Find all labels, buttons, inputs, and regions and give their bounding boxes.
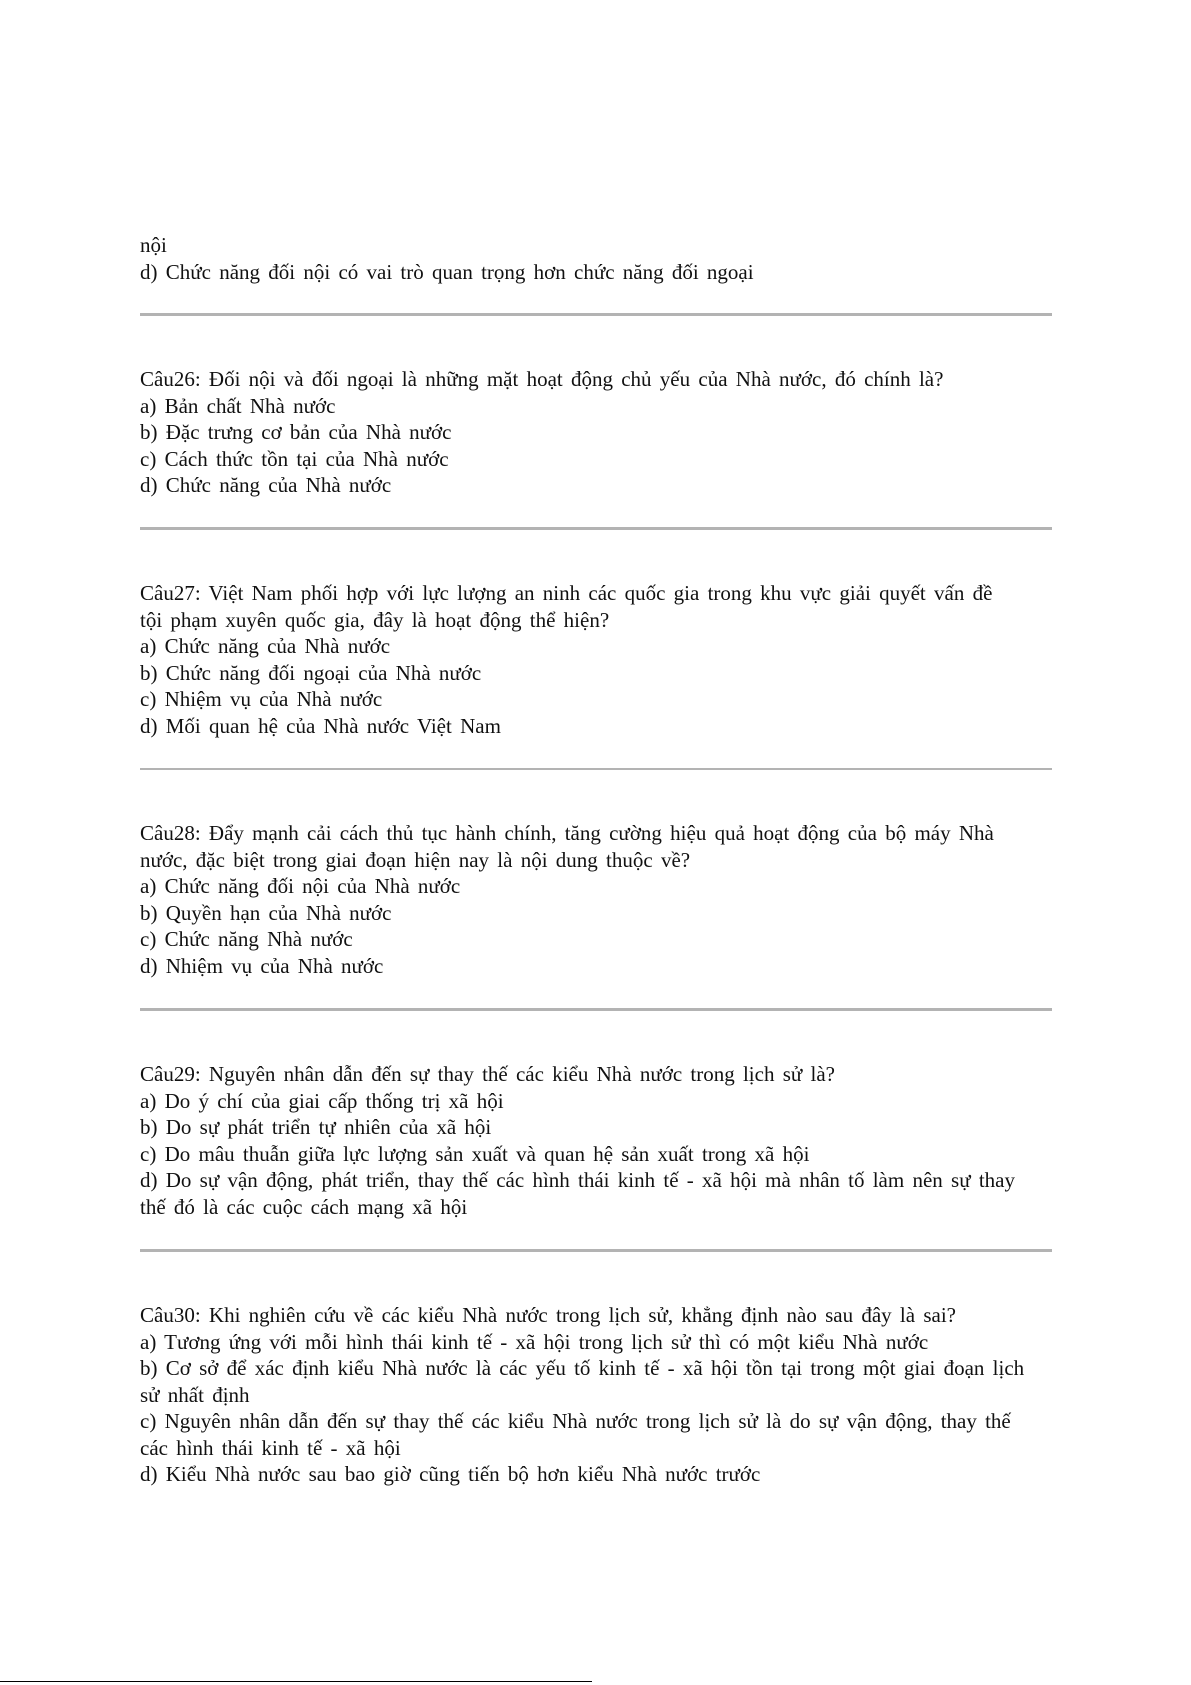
answer-option: b) Chức năng đối ngoại của Nhà nước <box>140 660 482 685</box>
question-line: tội phạm xuyên quốc gia, đây là hoạt động thể hiện? <box>140 607 610 632</box>
answer-option: các hình thái kinh tế - xã hội <box>140 1435 401 1460</box>
divider-rule <box>140 527 1052 530</box>
question-30 <box>140 1302 1024 1488</box>
answer-option: c) Cách thức tồn tại của Nhà nước <box>140 446 449 471</box>
question-line: Câu27: Việt Nam phối hợp với lực lượng an ninh các quốc gia trong khu vực giải quyết vấn đề <box>140 581 993 605</box>
question-27 <box>140 580 992 739</box>
divider <box>140 1008 1052 1011</box>
question-line: Câu29: Nguyên nhân dẫn đến sự thay thế các kiểu Nhà nước trong lịch sử là? <box>140 1062 835 1086</box>
answer-option: c) Nhiệm vụ của Nhà nước <box>140 687 383 711</box>
question-29 <box>140 1061 1015 1220</box>
answer-option: a) Chức năng đối nội của Nhà nước <box>140 874 461 898</box>
question-26 <box>140 366 943 499</box>
answer-option: c) Do mâu thuẫn giữa lực lượng sản xuất và quan hệ sản xuất trong xã hội <box>140 1141 810 1166</box>
answer-option: a) Do ý chí của giai cấp thống trị xã hội <box>140 1088 504 1113</box>
carryover-block <box>140 232 754 285</box>
question-28 <box>140 820 994 979</box>
answer-option: sử nhất định <box>140 1382 250 1407</box>
question-line: Câu28: Đẩy mạnh cải cách thủ tục hành chính, tăng cường hiệu quả hoạt động của bộ máy Nhà <box>140 821 994 845</box>
answer-option: b) Quyền hạn của Nhà nước <box>140 900 392 925</box>
answer-option: b) Đặc trưng cơ bản của Nhà nước <box>140 420 452 444</box>
answer-option: c) Nguyên nhân dẫn đến sự thay thế các kiểu Nhà nước trong lịch sử là do sự vận động, thay thế <box>140 1409 1011 1433</box>
answer-option: d) Kiểu Nhà nước sau bao giờ cũng tiến bộ hơn kiểu Nhà nước trước <box>140 1462 761 1486</box>
carryover-line: d) Chức năng đối nội có vai trò quan trọng hơn chức năng đối ngoại <box>140 259 754 284</box>
divider <box>140 527 1052 530</box>
answer-option: a) Tương ứng với mỗi hình thái kinh tế - xã hội trong lịch sử thì có một kiểu Nhà nước <box>140 1329 929 1354</box>
divider-rule <box>140 1249 1052 1252</box>
divider-rule <box>140 1008 1052 1011</box>
question-line: Câu26: Đối nội và đối ngoại là những mặt hoạt động chủ yếu của Nhà nước, đó chính là? <box>140 367 944 391</box>
divider <box>140 313 1052 316</box>
question-line: nước, đặc biệt trong giai đoạn hiện nay là nội dung thuộc về? <box>140 847 691 872</box>
divider-rule <box>140 313 1052 316</box>
divider <box>140 1249 1052 1252</box>
answer-option: a) Chức năng của Nhà nước <box>140 634 391 658</box>
carryover-line: nội <box>140 233 167 257</box>
answer-option: b) Do sự phát triển tự nhiên của xã hội <box>140 1115 492 1139</box>
divider-rule <box>140 768 1052 770</box>
answer-option: d) Do sự vận động, phát triển, thay thế các hình thái kinh tế - xã hội mà nhân tố làm nên sự thay <box>140 1168 1015 1192</box>
question-line: Câu30: Khi nghiên cứu về các kiểu Nhà nước trong lịch sử, khẳng định nào sau đây là sai? <box>140 1303 956 1327</box>
answer-option: a) Bản chất Nhà nước <box>140 393 336 418</box>
answer-option: thế đó là các cuộc cách mạng xã hội <box>140 1194 468 1219</box>
answer-option: c) Chức năng Nhà nước <box>140 927 353 951</box>
answer-option: d) Chức năng của Nhà nước <box>140 473 392 497</box>
divider <box>140 768 1052 770</box>
answer-option: d) Mối quan hệ của Nhà nước Việt Nam <box>140 713 501 738</box>
answer-option: d) Nhiệm vụ của Nhà nước <box>140 953 384 978</box>
footer-rule <box>0 1681 592 1682</box>
answer-option: b) Cơ sở để xác định kiểu Nhà nước là các yếu tố kinh tế - xã hội tồn tại trong một giai đoạn lịch <box>140 1356 1025 1380</box>
